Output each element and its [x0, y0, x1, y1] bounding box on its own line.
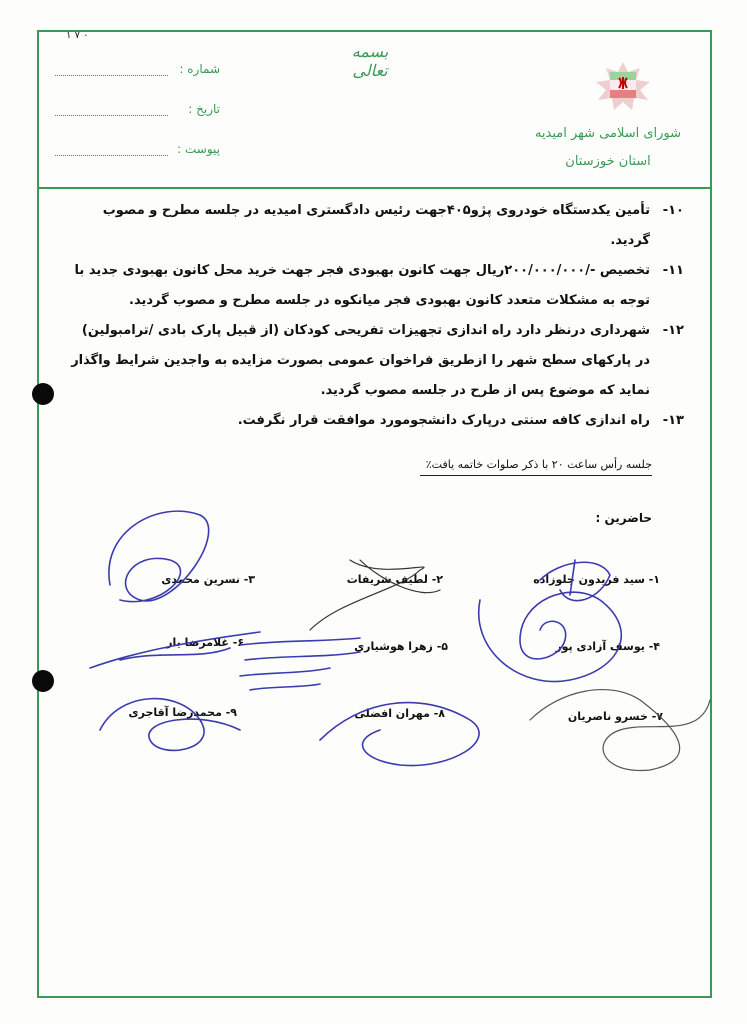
top-marks: ٠ ٧ ١: [66, 30, 89, 41]
province-name: استان خوزستان: [565, 154, 651, 169]
council-title: [520, 120, 696, 176]
item-text: راه اندازی کافه سنتی درپارک دانشجومورد موافقت قرار نگرفت.: [237, 413, 650, 428]
item-number: ۱۱-: [662, 263, 684, 278]
agenda-item: [64, 256, 684, 316]
header-divider: [37, 187, 712, 189]
attendee-4: ۴- یوسف آزادی پور: [555, 640, 660, 653]
bismillah-calligraphy: بسمه تعالی: [351, 42, 389, 80]
punch-hole: [32, 670, 54, 692]
council-name: شورای اسلامی شهر امیدیه: [534, 126, 682, 141]
date-label: تاریخ :: [188, 102, 220, 116]
number-label: شماره :: [179, 62, 220, 76]
minutes-body: [64, 196, 684, 436]
attendee-2: ۲- لطیف شریفات: [346, 573, 443, 586]
item-number: ۱۲-: [662, 323, 684, 338]
attachment-label: پیوست :: [177, 142, 220, 156]
item-text: شهرداری درنظر دارد راه اندازی تجهیزات تفریحی کودکان (از قبیل پارک بادی /ترامبولین) در پارکهای سطح شهر را ازطریق فراخوان عمومی بصورت مزایده به واجدین شرایط واگذار نماید که موضوع پس از طرح در جلسه مصوب گردید.: [71, 323, 650, 398]
iran-emblem-icon: [588, 58, 658, 116]
attendee-8: ۸- مهران افضلی: [354, 707, 445, 720]
attendee-7: ۷- خسرو ناصریان: [567, 710, 663, 723]
attendee-6: ۶- غلامرضا یار: [166, 636, 244, 649]
attendee-9: ۹- محمدرضا آقاجری: [128, 706, 237, 719]
number-field: [55, 62, 220, 84]
agenda-item: [64, 316, 684, 406]
attachment-field: [55, 142, 220, 164]
attendees-heading: حاضرین :: [595, 511, 652, 525]
agenda-item: [64, 196, 684, 256]
attendee-1: ۱- سید فریدون جلوزاده: [533, 573, 660, 586]
attendee-3: ۳- نسرین محمدی: [161, 573, 255, 586]
item-number: ۱۰-: [662, 203, 684, 218]
attachment-dotted-line: [55, 155, 168, 156]
date-field: [55, 102, 220, 124]
punch-hole: [32, 383, 54, 405]
item-text: تخصیص -/۲۰۰/۰۰۰/۰۰۰ریال جهت کانون بهبودی فجر جهت خرید محل کانون بهبودی جدید با توجه به مشکلات متعدد کانون بهبودی فجر میانکوه در جلسه مطرح و مصوب گردید.: [74, 263, 650, 308]
item-text: تأمین یکدستگاه خودروی پژو۴۰۵جهت رئیس دادگستری امیدیه در جلسه مطرح و مصوب گردید.: [102, 203, 650, 248]
number-dotted-line: [55, 75, 168, 76]
date-dotted-line: [55, 115, 168, 116]
attendee-5: ۵- زهرا هوشیاری: [354, 640, 448, 653]
closing-statement: جلسه رأس ساعت ۲۰ با ذکر صلوات خاتمه یافت٪: [420, 458, 652, 476]
item-number: ۱۳-: [662, 413, 684, 428]
agenda-item: [64, 406, 684, 436]
